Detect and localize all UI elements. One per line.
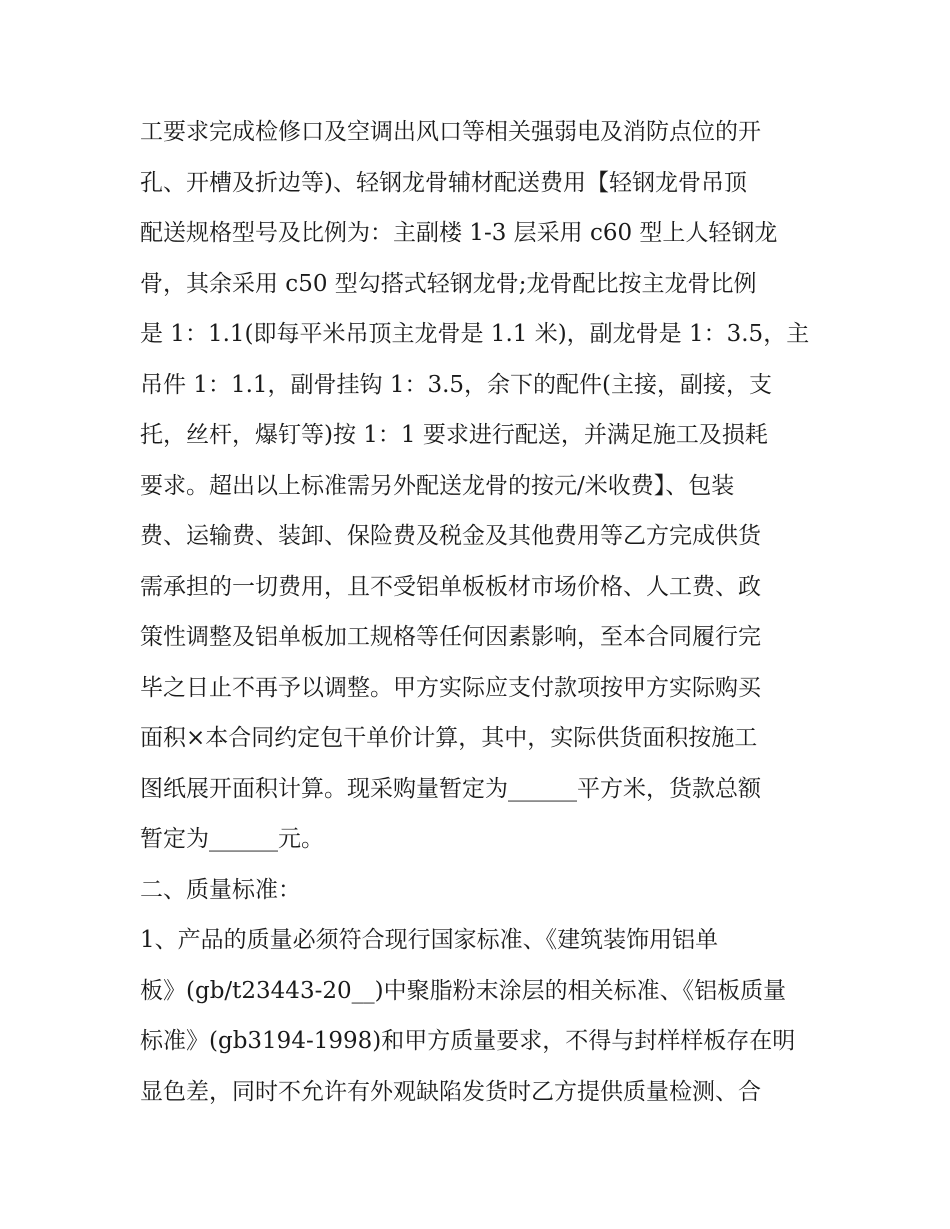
text-line: 1、产品的质量必须符合现行国家标准、《建筑装饰用铝单 [140, 927, 719, 953]
text-line: 暂定为______元。 [140, 826, 324, 852]
text-line: 面积×本合同约定包干单价计算，其中，实际供货面积按施工 [140, 725, 758, 751]
text-line: 骨，其余采用 c50 型勾搭式轻钢龙骨;龙骨配比按主龙骨比例 [140, 270, 757, 297]
text-line: 毕之日止不再予以调整。甲方实际应支付款项按甲方实际购买 [140, 674, 761, 701]
text-line: 配送规格型号及比例为：主副楼 1-3 层采用 c60 型上人轻钢龙 [140, 220, 778, 246]
text-line: 显色差，同时不允许有外观缺陷发货时乙方提供质量检测、合 [140, 1078, 761, 1105]
text-line: 策性调整及铝单板加工规格等任何因素影响，至本合同履行完 [140, 624, 761, 650]
text-line: 要求。超出以上标准需另外配送龙骨的按元/米收费】、包装 [140, 472, 735, 499]
text-line: 是 1：1.1(即每平米吊顶主龙骨是 1.1 米)，副龙骨是 1：3.5，主 [140, 321, 810, 347]
text-line: 标准》(gb3194-1998)和甲方质量要求，不得与封样样板存在明 [140, 1028, 796, 1054]
text-line: 托，丝杆，爆钉等)按 1：1 要求进行配送，并满足施工及损耗 [140, 422, 768, 448]
text-line: 费、运输费、装卸、保险费及税金及其他费用等乙方完成供货 [140, 523, 761, 549]
text-line: 需承担的一切费用，且不受铝单板板材市场价格、人工费、政 [140, 573, 761, 600]
text-line: 吊件 1：1.1，副骨挂钩 1：3.5，余下的配件(主接，副接，支 [140, 371, 773, 398]
section-heading: 二、质量标准： [140, 876, 301, 903]
text-line: 工要求完成检修口及空调出风口等相关强弱电及消防点位的开 [140, 119, 761, 145]
text-line: 板》(gb/t23443-20__)中聚脂粉末涂层的相关标准、《铝板质量 [140, 977, 787, 1004]
text-line: 孔、开槽及折边等)、轻钢龙骨辅材配送费用【轻钢龙骨吊顶 [140, 169, 747, 196]
text-line: 图纸展开面积计算。现采购量暂定为______平方米，货款总额 [140, 775, 761, 802]
document-body [140, 107, 820, 1117]
